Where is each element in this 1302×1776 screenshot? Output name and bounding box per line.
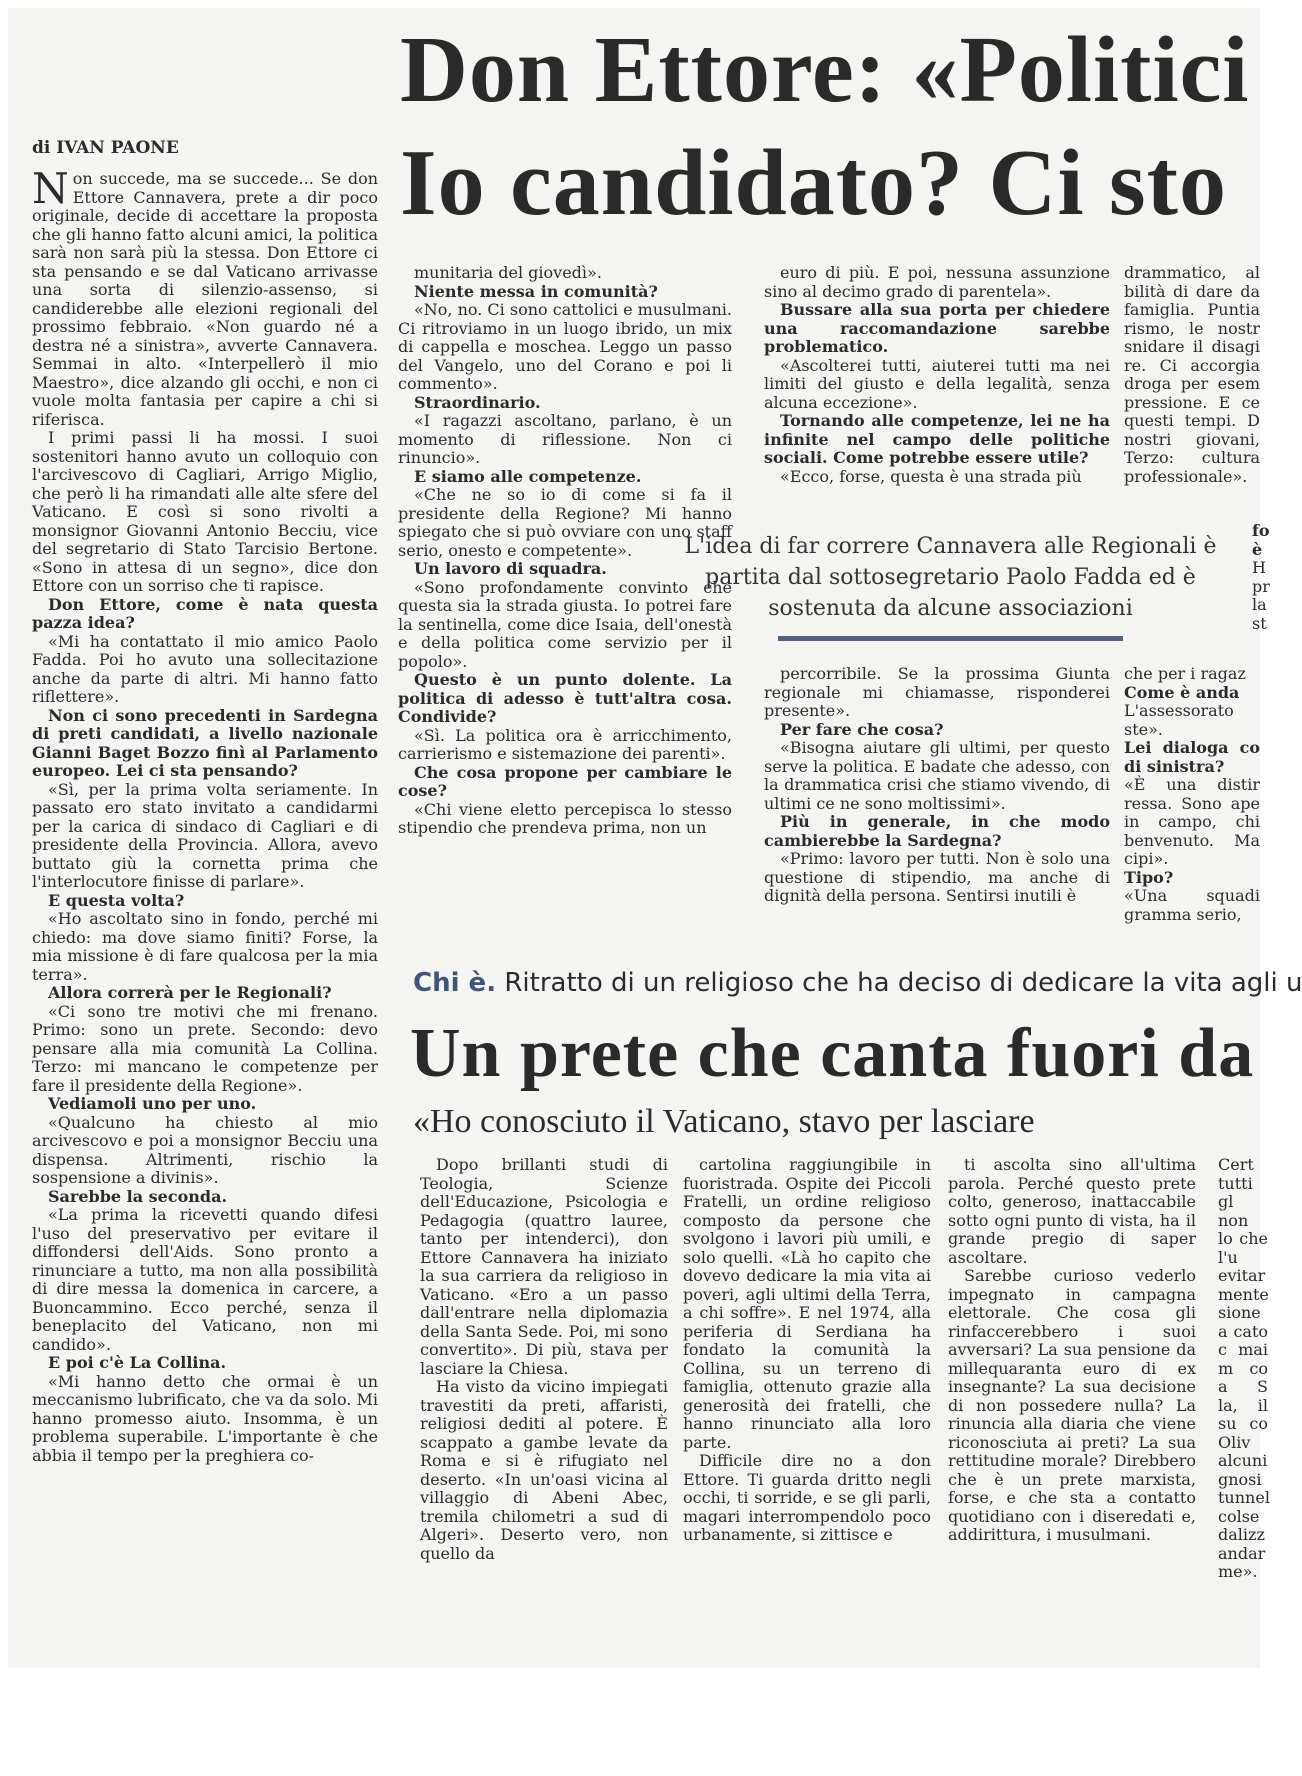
interview-question: Tipo? <box>1124 867 1174 887</box>
interview-question: E poi c'è La Collina. <box>48 1353 227 1372</box>
interview-question: Allora correrà per le Regionali? <box>48 983 332 1002</box>
column-3-top <box>764 264 1110 504</box>
paragraph: drammatico, al bilità di dare da famiglia. Puntia rismo, le nostr snidare il disagi re. Ci accorgia droga per esem pressione. E ce questi tempi. D nostri giovani, Terzo: cultura professionale». <box>1124 263 1260 486</box>
paragraph: «Sono profondamente convinto che questa sia la strada giusta. Io potrei fare la sentinella, come dice Isaia, dell'onestà e della politica come servizio per il popolo». <box>398 577 732 671</box>
paragraph: «I ragazzi ascoltano, parlano, è un momento di riflessione. Non ci rinuncio». <box>398 411 732 467</box>
paragraph: «No, no. Ci sono cattolici e musulmani. Ci ritroviamo in un luogo ibrido, un mix di cappella e moschea. Leggo un passo del Vangelo, uno del Corano e poi li commento». <box>398 300 733 393</box>
pull-quote: L'idea di far correre Cannavera alle Regionali è partita dal sottosegretario Paolo Fadda ed è sostenuta da alcune associazioni <box>684 534 1217 621</box>
interview-question: Questo è un punto dolente. La politica di adesso è tutt'altra cosa. Condivide? <box>398 670 732 726</box>
paragraph: ti ascolta sino all'ultima parola. Perché questo prete colto, generoso, inattaccabile sotto ogni punto di vista, ha il grande pregio di saper ascoltare. <box>948 1155 1196 1267</box>
kicker <box>413 968 1302 998</box>
subhead-2: «Ho conosciuto il Vaticano, stavo per lasciare <box>413 1103 1035 1140</box>
headline-2: Un prete che canta fuori da <box>410 1015 1255 1092</box>
paragraph: «Ci sono tre motivi che mi frenano. Primo: sono un prete. Secondo: devo pensare alla mia comunità La Collina. Terzo: mi mancano le competenze per fare il presidente della Regione». <box>32 1001 378 1095</box>
paragraph: «Qualcuno ha chiesto al mio arcivescovo e poi a monsignor Becciu una dispensa. Altrimenti, rischio la sospensione a divinis». <box>32 1112 378 1187</box>
column-4-mid <box>1252 522 1268 662</box>
column-4-top <box>1124 264 1260 504</box>
interview-question: Sarebbe la seconda. <box>48 1186 228 1206</box>
interview-question: Niente messa in comunità? <box>414 281 658 301</box>
paragraph: «Sì. La politica ora è arricchimento, carrierismo e sistemazione dei parenti». <box>398 725 732 763</box>
interview-question: Don Ettore, come è nata questa pazza idea? <box>32 594 378 632</box>
column-3-mid <box>764 665 1110 927</box>
newspaper-page <box>8 8 1302 1668</box>
interview-question: Tornando alle competenze, lei ne ha infinite nel campo delle politiche sociali. Come potrebbe essere utile? <box>764 411 1110 467</box>
interview-question: fo è <box>1252 521 1270 559</box>
paragraph: Ha visto da vicino impiegati travestiti da preti, affaristi, religiosi dediti al potere. È scappato a gambe levate da Roma e si è rifugiato nel deserto. «In un'oasi vicina al villaggio di Abeni Abec, tremila chilometri a sud di Algeri». Deserto vero, non quello da <box>420 1377 668 1563</box>
headline-line1: Don Ettore: «Politici <box>400 18 1250 122</box>
column-1 <box>32 164 378 1465</box>
paragraph: Cert tutti gl non lo che l'u evitar mente sione a cato c mai m co a S la, il su co Oliv alcuni gnosi tunnel colse dalizz andar me». <box>1218 1155 1270 1581</box>
bio-column-2 <box>683 1155 931 1544</box>
headline-line2: Io candidato? Ci sto <box>400 131 1227 235</box>
interview-question: E siamo alle competenze. <box>414 466 642 486</box>
paragraph: «Ascolterei tutti, aiuterei tutti ma nei limiti del giusto e della legalità, senza alcuna eccezione». <box>764 355 1110 412</box>
interview-question: Vediamoli uno per uno. <box>48 1094 257 1113</box>
paragraph: I primi passi li ha mossi. I suoi sostenitori hanno avuto un colloquio con l'arcivescovo di Cagliari, Arrigo Miglio, che però li ha rimandati alle alte sfere del Vaticano. E così si sono rivolti a monsignor Giovanni Antonio Becciu, vice del segretario di Stato Tarcisio Bertone. «Sono in attesa di un segno», dice don Ettore con un sorriso che ti rapisce. <box>32 428 378 595</box>
paragraph: «La prima la ricevetti quando difesi l'uso del preservativo per evitare il diffondersi dell'Aids. Sono pronto a rinunciare a tutto, ma non alla possibilità di dire messa la domenica in carcere, a Buoncammino. Ecco perché, senza il beneplacito del Vaticano, non mi candido». <box>32 1205 378 1354</box>
paragraph: «Chi viene eletto percepisca lo stesso stipendio che prendeva prima, non un <box>398 799 732 837</box>
kicker-text: Ritratto di un religioso che ha deciso di dedicare la vita agli u <box>504 968 1302 998</box>
interview-question: Lei dialoga co di sinistra? <box>1124 738 1260 776</box>
paragraph: Sarebbe curioso vederlo impegnato in campagna elettorale. Che cosa gli rinfaccerebbero i suoi avversari? La sua pensione da millequaranta euro di ex insegnante? La sua decisione di non possedere nulla? La rinuncia alla diaria che viene riconosciuta ai preti? La sua rettitudine morale? Direbbero che è un prete marxista, forse, e che sta a contatto quotidiano con i diseredati e, addirittura, i musulmani. <box>948 1266 1196 1544</box>
interview-question: Bussare alla sua porta per chiedere una raccomandazione sarebbe problematico. <box>764 300 1110 356</box>
paragraph: «Primo: lavoro per tutti. Non è solo una questione di stipendio, ma anche di dignità della persona. Sentirsi inutili è <box>764 849 1110 905</box>
paragraph: H pr la st <box>1252 558 1270 633</box>
paragraph: «Ho ascoltato sino in fondo, perché mi chiedo: ma dove siamo finiti? Forse, la mia missione è di fare qualcosa per la mia terra». <box>32 909 378 984</box>
paragraph: «Mi hanno detto che ormai è un meccanismo lubrificato, che va da solo. Mi hanno promesso aiuto. Insomma, è un problema superabile. L'importante è che abbia il tempo per la preghiera co- <box>32 1371 378 1465</box>
bio-column-1 <box>420 1155 668 1563</box>
paragraph: «Sì, per la prima volta seriamente. In passato ero stato invitato a candidarmi per la carica di sindaco di Cagliari e di presidente della Provincia. Allora, avevo buttato giù la cornetta prima che l'interlocutore finisse di parlare». <box>32 779 378 891</box>
paragraph: Difficile dire no a don Ettore. Ti guarda dritto negli occhi, ti sorride, e se gli parli, magari interrompendolo poco urbanamente, si zittisce e <box>683 1451 931 1544</box>
interview-question: Per fare che cosa? <box>780 719 944 739</box>
paragraph: che per i ragaz <box>1124 664 1246 683</box>
interview-question: E questa volta? <box>48 890 185 910</box>
paragraph: munitaria del giovedì». <box>414 263 602 282</box>
interview-question: Come è anda <box>1124 682 1240 702</box>
interview-question: Che cosa propone per cambiare le cose? <box>398 762 732 800</box>
paragraph: cartolina raggiungibile in fuoristrada. Ospite dei Piccoli Fratelli, un ordine religioso composto da persone che svolgono i lavori più umili, e solo quelli. «Là ho capito che dovevo dedicare la mia vita ai poveri, agli ultimi della Terra, a chi soffre». E nel 1974, alla periferia di Serdiana ha fondato la comunità la Collina, su un terreno di famiglia, ottenuto grazie alla generosità dei fratelli, che hanno rinunciato alla loro parte. <box>683 1155 931 1452</box>
byline: di IVAN PAONE <box>32 138 179 158</box>
paragraph: percorribile. Se la prossima Giunta regionale mi chiamasse, risponderei presente». <box>764 664 1110 720</box>
drop-cap: N <box>32 164 69 213</box>
paragraph: «Che ne so io di come si fa il presidente della Regione? Mi hanno spiegato che si può ovviare con uno staff serio, onesto e competente». <box>398 485 732 560</box>
paragraph: «Bisogna aiutare gli ultimi, per questo serve la politica. E badate che adesso, con la drammatica crisi che stiamo vivendo, di ultimi ce ne sono moltissimi». <box>764 738 1110 813</box>
kicker-label: Chi è. <box>413 968 497 998</box>
bio-column-4 <box>1218 1155 1270 1581</box>
interview-question: Più in generale, in che modo cambierebbe la Sardegna? <box>764 812 1110 850</box>
paragraph: euro di più. E poi, nessuna assunzione sino al decimo grado di parentela». <box>764 263 1110 301</box>
interview-question: Un lavoro di squadra. <box>414 559 607 578</box>
paragraph: «Ecco, forse, questa è una strada più <box>780 466 1082 486</box>
bio-column-3 <box>948 1155 1196 1544</box>
column-4-bottom <box>1124 665 1260 927</box>
paragraph: Non succede, ma se succede... Se don Ettore Cannavera, prete a dir poco originale, decide di accettare la proposta che gli hanno fatto alcuni amici, la politica sarà non sarà più la stessa. Don Ettore ci sta pensando e se dal Vaticano arrivasse una sorta di silenzio-assenso, si candiderebbe alle elezioni regionali del prossimo febbraio. «Non guardo né a destra né a sinistra», avverte Cannavera. Semmai in alto. «Interpellerò il mio Maestro», dice alzando gli occhi, e non ci vuole molta fantasia per capire a chi si riferisca. <box>32 164 378 429</box>
interview-question: Non ci sono precedenti in Sardegna di preti candidati, a livello nazionale Gianni Baget Bozzo finì al Parlamento europeo. Lei ci sta pensando? <box>32 705 378 780</box>
paragraph: «È una distir ressa. Sono ape in campo, chi benvenuto. Ma cipi». <box>1124 775 1260 868</box>
paragraph: L'assessorato ste». <box>1124 701 1234 739</box>
paragraph: Dopo brillanti studi di Teologia, Scienze dell'Educazione, Psicologia e Pedagogia (quattro lauree, tanto per intenderci), don Ettore Cannavera ha iniziato la sua carriera da religioso in Vaticano. «Ero a un passo dall'entrare nella diplomazia della Santa Sede. Poi, mi sono convertito». Di più, stava per lasciare la Chiesa. <box>420 1155 668 1378</box>
paragraph: «Mi ha contattato il mio amico Paolo Fadda. Poi ho avuto una sollecitazione anche da parte di altri. Mi hanno fatto riflettere». <box>32 631 378 706</box>
interview-question: Straordinario. <box>414 392 541 412</box>
paragraph: «Una squadi gramma serio, <box>1124 886 1260 924</box>
pull-quote-rule <box>778 636 1123 641</box>
